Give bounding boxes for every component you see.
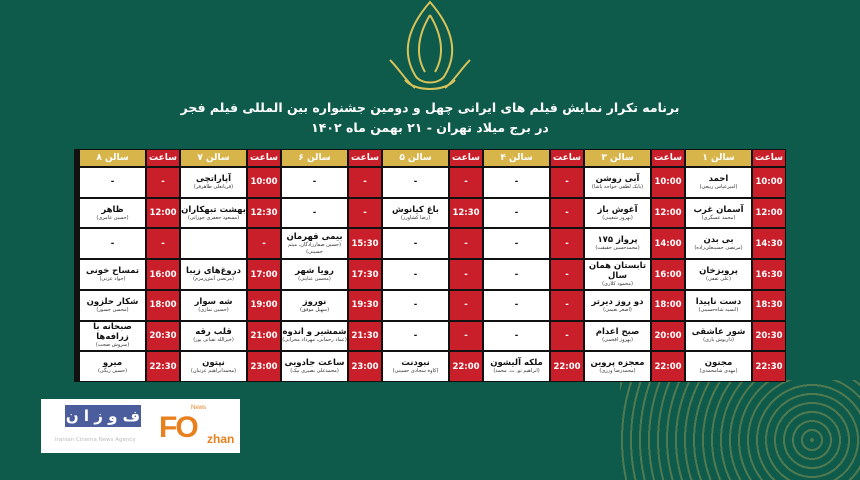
time-header: ساعت bbox=[551, 150, 583, 166]
movie-title: - bbox=[514, 177, 519, 188]
showtime-cell: 23:00 bbox=[349, 352, 381, 381]
movie-director: (ابراهیم تو. ت. محمد) bbox=[493, 368, 540, 375]
agency-name: Iranian Cinema News Agency bbox=[55, 437, 136, 443]
fozhan-farsi-logo: ف و ز ا ن bbox=[65, 407, 141, 425]
movie-title: بی بدن bbox=[703, 235, 734, 246]
movie-title: ساعت جادویی bbox=[284, 358, 345, 369]
hall-column bbox=[282, 150, 347, 381]
showtime-cell: 10:00 bbox=[652, 168, 684, 197]
hall-column-group bbox=[484, 150, 583, 381]
movie-cell bbox=[484, 168, 549, 197]
hall-header: سالن ۳ bbox=[585, 150, 650, 166]
showtime-cell: 16:30 bbox=[753, 260, 785, 289]
movie-title: - bbox=[312, 208, 317, 219]
movie-director: (علی ثقفی) bbox=[706, 276, 731, 283]
showtime-cell: 22:30 bbox=[753, 352, 785, 381]
time-column bbox=[248, 150, 280, 381]
showtime-cell: - bbox=[248, 229, 280, 258]
movie-director: (داریوش یاری) bbox=[703, 337, 734, 344]
hall-column-group bbox=[686, 150, 785, 381]
movie-director: (بابک لطفی خواجه پاشا) bbox=[591, 183, 644, 190]
showtime-cell: - bbox=[551, 168, 583, 197]
movie-cell bbox=[80, 168, 145, 197]
movie-title: - bbox=[514, 300, 519, 311]
movie-title: صبحانه با زرافه‌ها bbox=[93, 322, 132, 343]
movie-cell bbox=[383, 168, 448, 197]
movie-title: دو روز دیرتر bbox=[591, 296, 644, 307]
logo-news: News bbox=[191, 405, 207, 411]
showtime-cell: 18:00 bbox=[652, 291, 684, 320]
movie-director: (حسین نمازی) bbox=[198, 306, 229, 313]
movie-director: (انسیه شاه‌حسینی) bbox=[698, 306, 739, 313]
schedule-table bbox=[74, 149, 786, 382]
hall-column bbox=[585, 150, 650, 381]
logo-zhan: zhan bbox=[207, 432, 235, 446]
showtime-cell: 20:30 bbox=[147, 322, 179, 351]
movie-director: (کاوه سجادی حسینی) bbox=[392, 368, 439, 375]
movie-cell bbox=[282, 322, 347, 351]
movie-title: صبح اعدام bbox=[595, 327, 640, 338]
movie-title: ظاهر bbox=[101, 204, 124, 215]
time-header: ساعت bbox=[753, 150, 785, 166]
movie-director: (محمد عسگری) bbox=[701, 214, 736, 221]
showtime-cell: - bbox=[349, 168, 381, 197]
movie-cell bbox=[585, 260, 650, 289]
movie-title: - bbox=[413, 238, 418, 249]
movie-director: (رضا کشاورز) bbox=[400, 214, 431, 221]
showtime-cell: - bbox=[450, 229, 482, 258]
movie-title: - bbox=[312, 177, 317, 188]
hall-column-group bbox=[383, 150, 482, 381]
movie-title: نبودنت bbox=[401, 358, 430, 369]
movie-cell bbox=[585, 199, 650, 228]
showtime-cell: 10:00 bbox=[248, 168, 280, 197]
movie-title: دروغ‌های زیبا bbox=[186, 266, 241, 277]
showtime-cell: - bbox=[450, 291, 482, 320]
hall-header: سالن ۶ bbox=[282, 150, 347, 166]
hall-header: سالن ۴ bbox=[484, 150, 549, 166]
hall-header: سالن ۵ bbox=[383, 150, 448, 166]
movie-title: آغوش باز bbox=[597, 204, 638, 215]
movie-cell bbox=[282, 199, 347, 228]
movie-director: (حسین ریگی) bbox=[97, 368, 128, 375]
movie-title: باغ کیانوش bbox=[392, 204, 440, 215]
movie-cell bbox=[80, 322, 145, 351]
movie-cell bbox=[383, 322, 448, 351]
movie-cell bbox=[686, 229, 751, 258]
movie-title: - bbox=[514, 208, 519, 219]
showtime-cell: 12:00 bbox=[652, 199, 684, 228]
movie-director: (خیرالله تقیانی پور) bbox=[193, 337, 234, 344]
hall-column-group bbox=[585, 150, 684, 381]
showtime-cell: 14:30 bbox=[753, 229, 785, 258]
movie-cell bbox=[282, 291, 347, 320]
movie-cell bbox=[383, 199, 448, 228]
movie-cell bbox=[585, 291, 650, 320]
movie-title: رویا شهر bbox=[295, 266, 334, 277]
movie-director: (محمدعلی بصیری نیک) bbox=[290, 368, 339, 375]
hall-column bbox=[484, 150, 549, 381]
showtime-cell: 23:00 bbox=[248, 352, 280, 381]
showtime-cell: 12:00 bbox=[147, 199, 179, 228]
showtime-cell: 21:00 bbox=[248, 322, 280, 351]
showtime-cell: - bbox=[450, 168, 482, 197]
showtime-cell: - bbox=[450, 260, 482, 289]
showtime-cell: 19:30 bbox=[349, 291, 381, 320]
movie-cell bbox=[181, 168, 246, 197]
hall-column bbox=[383, 150, 448, 381]
movie-cell bbox=[686, 322, 751, 351]
movie-cell bbox=[383, 229, 448, 258]
logo-fo: FO bbox=[159, 411, 197, 444]
movie-director: (حسین صفارزادگان، میثم حسینی) bbox=[288, 241, 341, 255]
showtime-cell: 22:00 bbox=[551, 352, 583, 381]
movie-cell bbox=[181, 352, 246, 381]
movie-cell bbox=[585, 168, 650, 197]
movie-director: (امیرعباس ربیعی) bbox=[699, 183, 738, 190]
movie-director: (محمود کلاری) bbox=[602, 281, 633, 288]
movie-director: (محمدرضا ورزی) bbox=[599, 368, 636, 375]
showtime-cell: - bbox=[551, 291, 583, 320]
movie-title: بیمی قهرمان bbox=[286, 231, 343, 242]
movie-cell bbox=[686, 291, 751, 320]
movie-cell bbox=[686, 352, 751, 381]
time-header: ساعت bbox=[652, 150, 684, 166]
movie-cell bbox=[181, 291, 246, 320]
movie-cell bbox=[181, 199, 246, 228]
showtime-cell: 12:30 bbox=[450, 199, 482, 228]
movie-title: شمشیر و اندوه bbox=[282, 327, 347, 338]
movie-title: میرو bbox=[102, 358, 123, 369]
showtime-cell: 15:30 bbox=[349, 229, 381, 258]
movie-cell bbox=[282, 168, 347, 197]
time-column bbox=[349, 150, 381, 381]
movie-director: (سهیل موفق) bbox=[299, 306, 330, 313]
decorative-pattern bbox=[620, 380, 860, 480]
showtime-cell: 17:30 bbox=[349, 260, 381, 289]
movie-cell bbox=[282, 229, 347, 258]
showtime-cell: - bbox=[147, 168, 179, 197]
page-title: برنامه تکرار نمایش فیلم های ایرانی چهل و دومین جشنواره بین المللی فیلم فجر bbox=[180, 100, 680, 115]
movie-director: (مرتضی آتش‌زمزم) bbox=[193, 276, 234, 283]
showtime-cell: - bbox=[551, 322, 583, 351]
movie-title: معجزه پروین bbox=[590, 358, 645, 369]
movie-title: - bbox=[110, 177, 115, 188]
showtime-cell: 14:00 bbox=[652, 229, 684, 258]
movie-cell bbox=[181, 322, 246, 351]
time-column bbox=[652, 150, 684, 381]
movie-cell bbox=[484, 260, 549, 289]
time-header: ساعت bbox=[349, 150, 381, 166]
showtime-cell: - bbox=[551, 260, 583, 289]
movie-director: (مرتضی حسینعلی‌زاده) bbox=[694, 245, 743, 252]
hall-header: سالن ۸ bbox=[80, 150, 145, 166]
movie-title: نپتون bbox=[202, 358, 225, 369]
hall-column-group bbox=[80, 150, 179, 381]
movie-title: بهشت تبهکاران bbox=[181, 204, 246, 215]
hall-column bbox=[181, 150, 246, 381]
movie-title: - bbox=[110, 238, 115, 249]
hall-column-group bbox=[282, 150, 381, 381]
festival-emblem-icon bbox=[370, 0, 490, 95]
movie-director: (عماد رحمانی، مهرداد محرابی) bbox=[282, 337, 347, 344]
movie-title: آپاراتچی bbox=[195, 173, 232, 184]
showtime-cell: 22:00 bbox=[652, 352, 684, 381]
movie-cell bbox=[484, 199, 549, 228]
movie-director: (مهدی شامحمدی) bbox=[699, 368, 738, 375]
movie-cell bbox=[80, 199, 145, 228]
showtime-cell: 22:30 bbox=[147, 352, 179, 381]
movie-title: ملکه آلیشون bbox=[490, 358, 543, 369]
movie-cell bbox=[484, 291, 549, 320]
showtime-cell: 18:30 bbox=[753, 291, 785, 320]
movie-title: آسمان غرب bbox=[693, 204, 744, 215]
movie-director: (جواد عزتی) bbox=[99, 276, 126, 283]
time-header: ساعت bbox=[248, 150, 280, 166]
movie-director: (سروش صحت) bbox=[95, 342, 130, 349]
movie-cell bbox=[585, 322, 650, 351]
movie-title: شه سوار bbox=[194, 296, 233, 307]
movie-title: پرویزخان bbox=[699, 266, 738, 277]
movie-cell bbox=[383, 352, 448, 381]
movie-cell bbox=[484, 229, 549, 258]
movie-cell bbox=[585, 229, 650, 258]
movie-title: شور عاشقی bbox=[691, 327, 746, 338]
showtime-cell: 10:00 bbox=[753, 168, 785, 197]
movie-cell bbox=[80, 291, 145, 320]
showtime-cell: - bbox=[147, 229, 179, 258]
movie-title: - bbox=[413, 269, 418, 280]
movie-cell bbox=[80, 229, 145, 258]
movie-cell bbox=[484, 352, 549, 381]
movie-title: - bbox=[413, 300, 418, 311]
time-header: ساعت bbox=[450, 150, 482, 166]
movie-title: - bbox=[514, 269, 519, 280]
hall-column-group bbox=[181, 150, 280, 381]
hall-header: سالن ۱ bbox=[686, 150, 751, 166]
movie-director: (محسن جسور) bbox=[96, 306, 129, 313]
movie-director: (محسن عنایتی) bbox=[298, 276, 331, 283]
movie-title: قلب رقه bbox=[195, 327, 232, 338]
movie-cell bbox=[181, 260, 246, 289]
showtime-cell: 12:00 bbox=[753, 199, 785, 228]
showtime-cell: 12:30 bbox=[248, 199, 280, 228]
showtime-cell: 18:00 bbox=[147, 291, 179, 320]
time-column bbox=[753, 150, 785, 381]
movie-cell bbox=[686, 199, 751, 228]
showtime-cell: - bbox=[349, 199, 381, 228]
movie-cell bbox=[383, 291, 448, 320]
movie-cell bbox=[686, 260, 751, 289]
movie-title: - bbox=[514, 330, 519, 341]
movie-title: مجنون bbox=[704, 358, 733, 369]
showtime-cell: 19:00 bbox=[248, 291, 280, 320]
movie-title: احمد bbox=[708, 173, 729, 184]
time-header: ساعت bbox=[147, 150, 179, 166]
movie-title: تابستان همان سال bbox=[588, 261, 647, 282]
showtime-cell: - bbox=[551, 229, 583, 258]
movie-cell bbox=[484, 322, 549, 351]
showtime-cell: - bbox=[551, 199, 583, 228]
movie-title: نوروز bbox=[302, 296, 327, 307]
showtime-cell: 22:00 bbox=[450, 352, 482, 381]
movie-title: - bbox=[413, 330, 418, 341]
movie-director: (اصغر نعیمی) bbox=[603, 306, 632, 313]
movie-title: پرواز ۱۷۵ bbox=[597, 235, 638, 246]
movie-director: (قربانعلی طاهرفر) bbox=[193, 183, 234, 190]
movie-cell bbox=[80, 352, 145, 381]
time-column bbox=[147, 150, 179, 381]
hall-column bbox=[686, 150, 751, 381]
hall-column bbox=[80, 150, 145, 381]
movie-title: شکار حلزون bbox=[86, 296, 139, 307]
showtime-cell: 20:00 bbox=[652, 322, 684, 351]
movie-cell bbox=[282, 352, 347, 381]
movie-cell bbox=[80, 260, 145, 289]
movie-cell bbox=[181, 229, 246, 258]
movie-director: (بهروز شعیبی) bbox=[602, 214, 633, 221]
showtime-cell: 21:30 bbox=[349, 322, 381, 351]
movie-director: (حسین عامری) bbox=[96, 214, 129, 221]
showtime-cell: 16:00 bbox=[147, 260, 179, 289]
movie-director: (محمدحسین حقیقت) bbox=[595, 245, 640, 252]
time-column bbox=[450, 150, 482, 381]
movie-director: (بهروز افخمی) bbox=[602, 337, 633, 344]
movie-cell bbox=[585, 352, 650, 381]
movie-cell bbox=[282, 260, 347, 289]
movie-title: دست ناپیدا bbox=[695, 296, 742, 307]
movie-title: - bbox=[413, 177, 418, 188]
movie-cell bbox=[686, 168, 751, 197]
movie-cell bbox=[383, 260, 448, 289]
movie-director: (محمدابراهیم عزتیان) bbox=[190, 368, 237, 375]
page-subtitle: در برج میلاد تهران - ۲۱ بهمن ماه ۱۴۰۲ bbox=[311, 120, 549, 135]
fozhan-logo bbox=[41, 399, 240, 453]
movie-title: آبی روشن bbox=[595, 173, 640, 184]
showtime-cell: 17:00 bbox=[248, 260, 280, 289]
movie-title: تمساح خونی bbox=[85, 266, 140, 277]
movie-title: - bbox=[514, 238, 519, 249]
movie-director: (مسعود جعفری جوزانی) bbox=[187, 214, 240, 221]
showtime-cell: 20:30 bbox=[753, 322, 785, 351]
showtime-cell: 16:00 bbox=[652, 260, 684, 289]
showtime-cell: - bbox=[450, 322, 482, 351]
time-column bbox=[551, 150, 583, 381]
hall-header: سالن ۷ bbox=[181, 150, 246, 166]
